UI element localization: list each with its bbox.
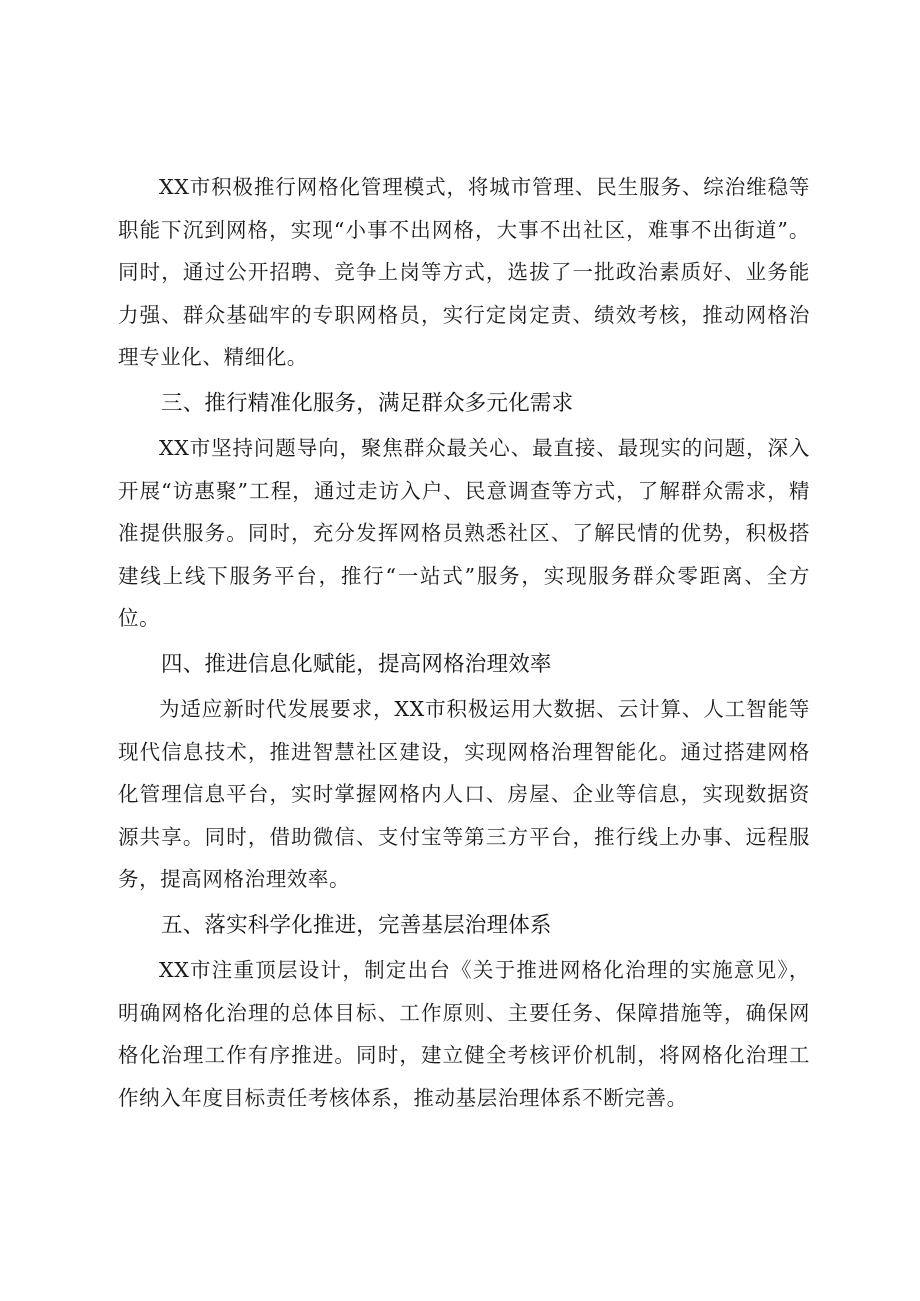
paragraph-scientific-advance: XX市注重顶层设计，制定出台《关于推进网格化治理的实施意见》，明确网格化治理的总体目标、工作原则、主要任务、保障措施等，确保网格化治理工作有序推进。同时，建立健全考核评价机制，将网格化治理工作纳入年度目标责任考核体系，推动基层治理体系不断完善。 <box>118 957 810 1110</box>
paragraph-grid-management: XX市积极推行网格化管理模式，将城市管理、民生服务、综治维稳等职能下沉到网格，实现“小事不出网格，大事不出社区，难事不出街道”。同时，通过公开招聘、竞争上岗等方式，选拔了一批政治素质好、业务能力强、群众基础牢的专职网格员，实行定岗定责、绩效考核，推动网格治理专业化、精细化。 <box>118 175 810 370</box>
document-body <box>118 166 810 1119</box>
section-heading-5: 五、落实科学化推进，完善基层治理体系 <box>161 912 552 938</box>
section-heading-4: 四、推进信息化赋能，提高网格治理效率 <box>161 651 552 677</box>
paragraph-informatization: 为适应新时代发展要求，XX市积极运用大数据、云计算、人工智能等现代信息技术，推进智慧社区建设，实现网格治理智能化。通过搭建网格化管理信息平台，实时掌握网格内人口、房屋、企业等信息，实现数据资源共享。同时，借助微信、支付宝等第三方平台，推行线上办事、远程服务，提高网格治理效率。 <box>118 696 810 892</box>
paragraph-precise-service: XX市坚持问题导向，聚焦群众最关心、最直接、最现实的问题，深入开展“访惠聚”工程，通过走访入户、民意调查等方式，了解群众需求，精准提供服务。同时，充分发挥网格员熟悉社区、了解民情的优势，积极搭建线上线下服务平台，推行“一站式”服务，实现服务群众零距离、全方位。 <box>118 435 810 631</box>
section-heading-3: 三、推行精准化服务，满足群众多元化需求 <box>161 390 574 416</box>
